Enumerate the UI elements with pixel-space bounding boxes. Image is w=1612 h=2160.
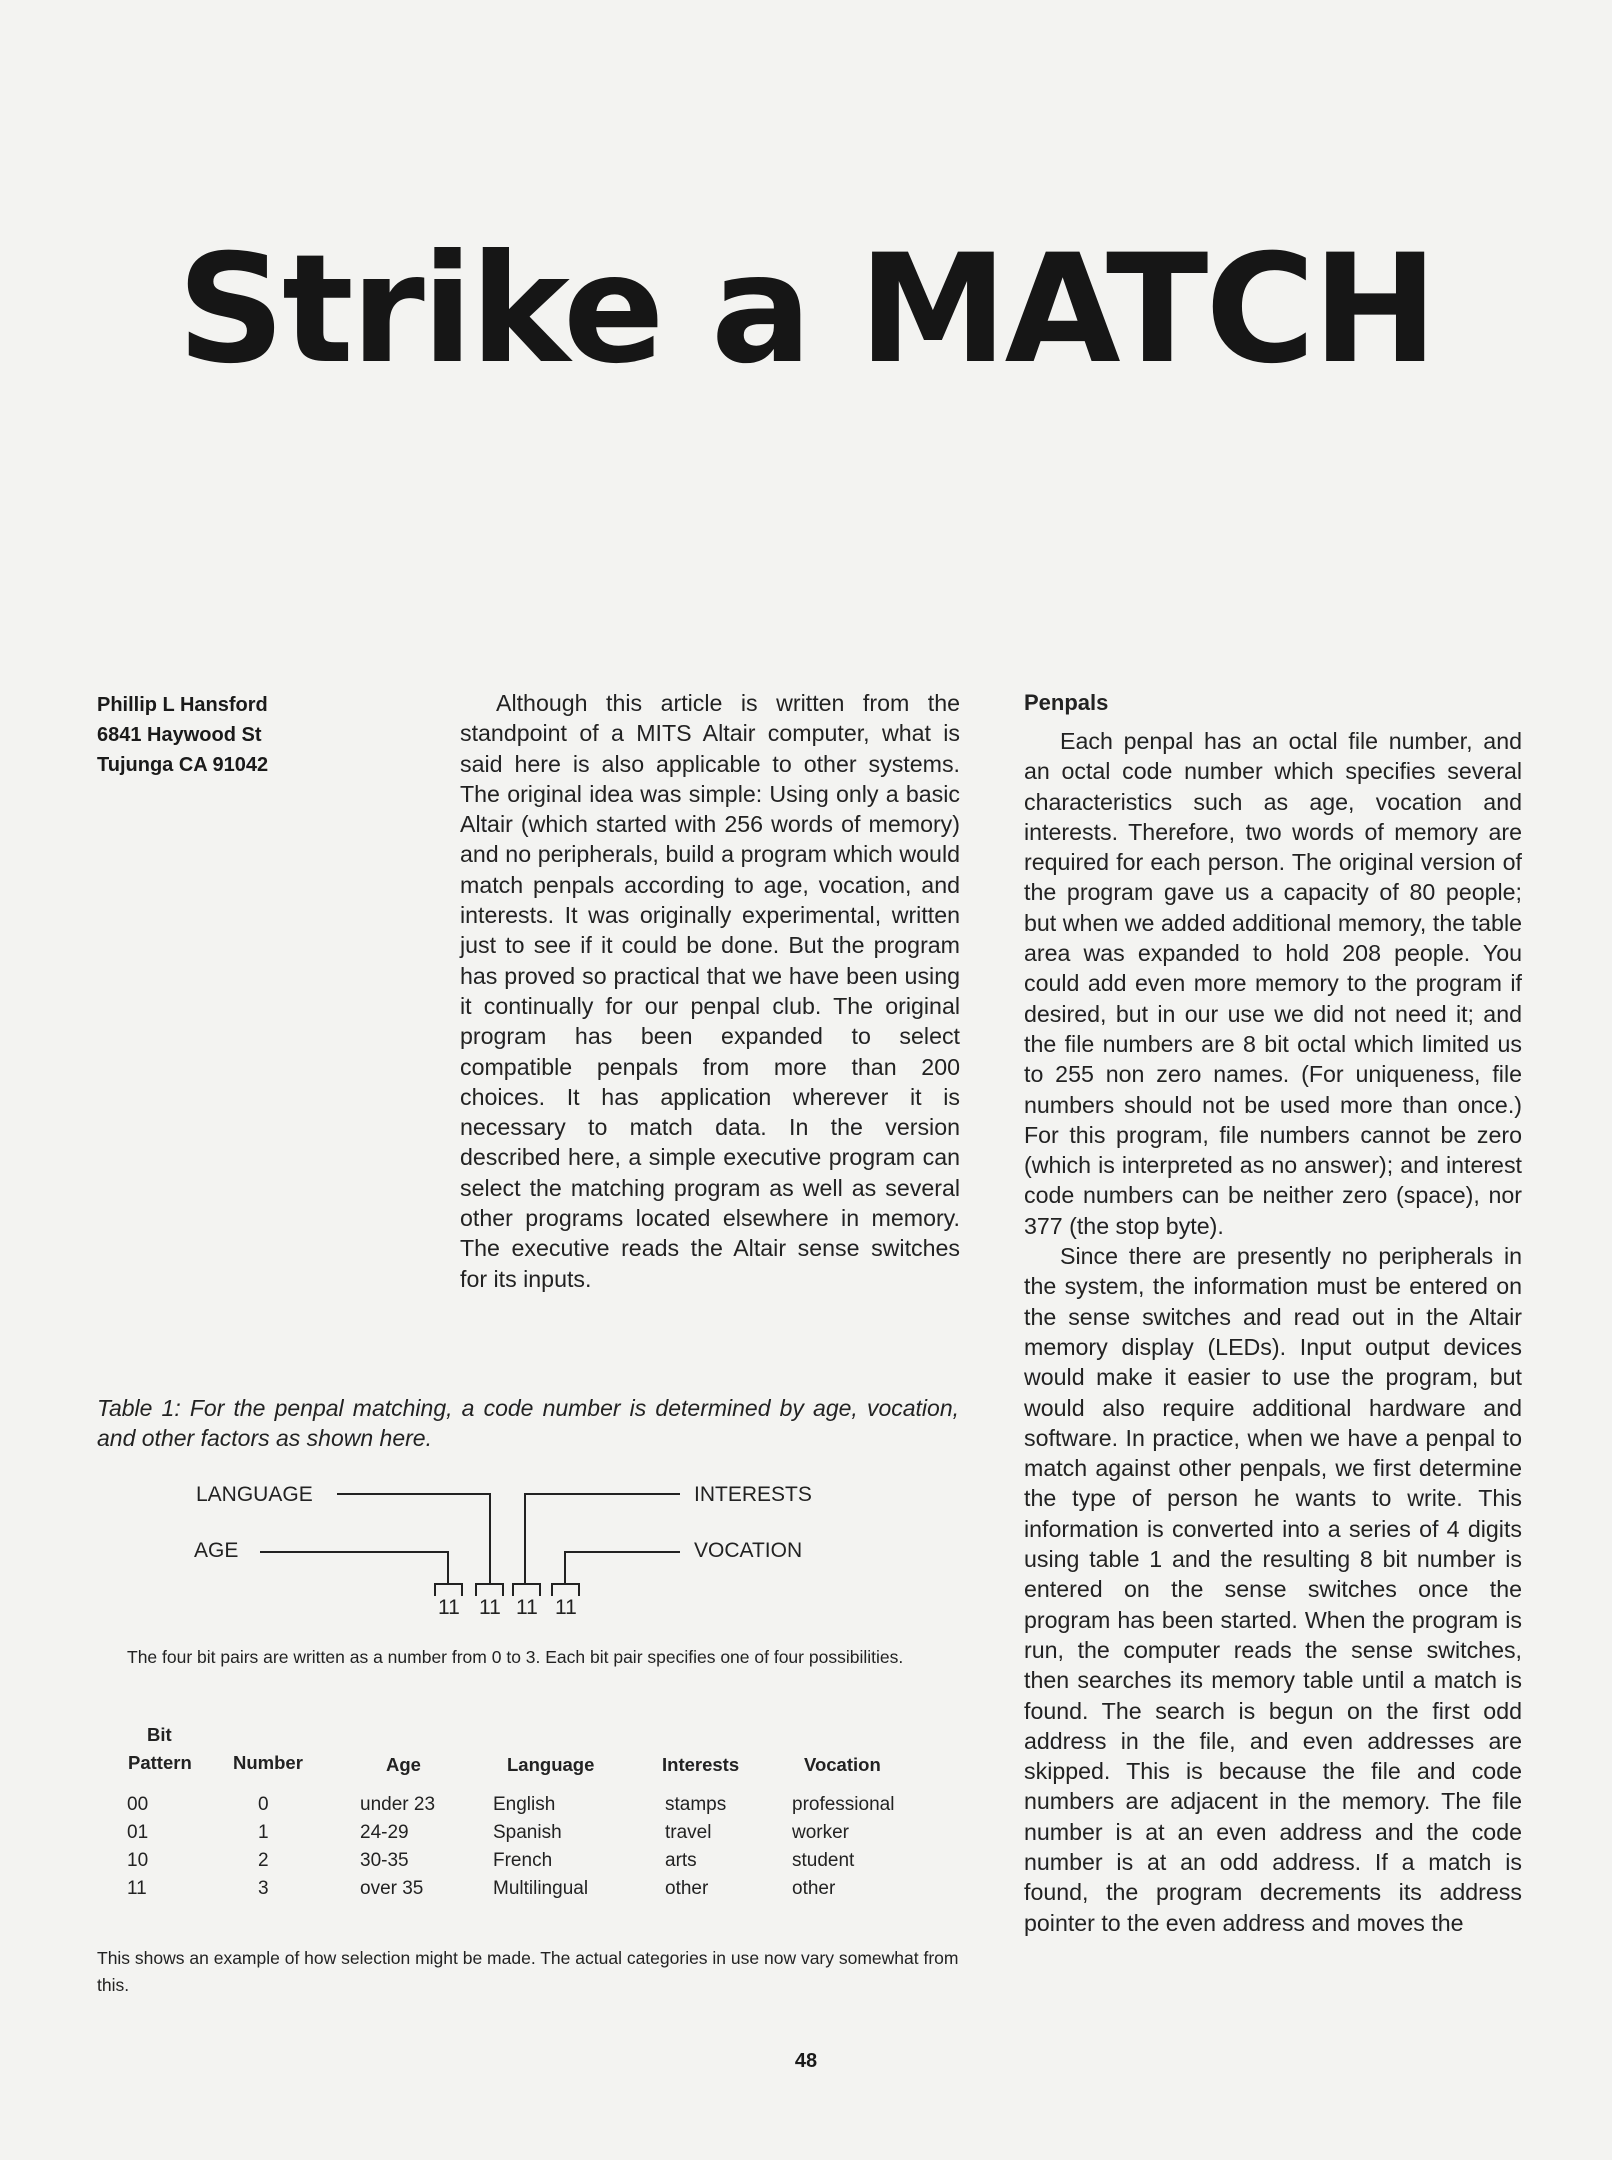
cell-vocation: other — [792, 1878, 836, 1899]
intro-paragraph: Although this article is written from the standpoint of a MITS Altair computer, what is said here is also applicable to other systems. The original idea was simple: Using only a basic Altair (which started with 256 words of memory) and no peripherals, build a program which would match penpals according to age, vocation, and interests. It was originally experimental, written just to see if it could be done. But the program has proved so practical that we have been using it continually for our penpal club. The original program has been expanded to select compatible penpals from more than 200 choices. It has application wherever it is necessary to match data. In the version described here, a simple executive program can select the matching program as well as several other programs located elsewhere in memory. The executive reads the Altair sense switches for its inputs. — [460, 690, 960, 1292]
table-row — [120, 1794, 950, 1822]
header-pattern: Pattern — [128, 1752, 192, 1773]
table-row — [120, 1822, 950, 1850]
cell-interests: travel — [665, 1822, 712, 1843]
cell-interests: stamps — [665, 1794, 727, 1815]
cell-language: French — [493, 1850, 553, 1871]
bit-pair-3: 11 — [516, 1596, 538, 1618]
bit-pair-4: 11 — [555, 1596, 577, 1618]
page-number: 48 — [794, 2050, 818, 2072]
cell-interests: arts — [665, 1850, 697, 1871]
cell-vocation: professional — [792, 1794, 895, 1815]
penpals-column — [1024, 688, 1522, 1938]
code-table-header — [120, 1724, 950, 1794]
bit-bracket-4 — [552, 1584, 579, 1596]
interests-connector — [525, 1494, 680, 1584]
bit-pair-1: 11 — [438, 1596, 460, 1618]
cell-number: 1 — [258, 1822, 269, 1843]
language-connector — [337, 1494, 490, 1584]
table-note-top: The four bit pairs are written as a number from 0 to 3. Each bit pair specifies one of four possibilities. — [127, 1647, 904, 1667]
vocation-connector — [565, 1552, 680, 1584]
author-street: 6841 Haywood St — [97, 724, 262, 746]
diagram-label-language: LANGUAGE — [196, 1483, 313, 1506]
cell-age: over 35 — [360, 1878, 424, 1899]
cell-language: English — [493, 1794, 556, 1815]
cell-age: 30-35 — [360, 1850, 409, 1871]
header-language: Language — [507, 1754, 595, 1775]
cell-number: 3 — [258, 1878, 269, 1899]
cell-vocation: worker — [792, 1822, 850, 1843]
cell-age: 24-29 — [360, 1822, 409, 1843]
penpals-paragraph-2: Since there are presently no peripherals in the system, the information must be entered on the sense switches and read out in the Altair memory display (LEDs). Input output devices would make it easier to use the program, but would also require additional hardware and software. In practice, when we have a penpal to match against other penpals, we first determine the type of person he wants to write. This information is converted into a series of 4 digits using table 1 and the resulting 8 bit number is entered on the sense switches once the program has been started. When the program is run, the computer reads the sense switches, then searches its memory table until a match is found. The search is begun on the first odd address in the file, and even addresses are skipped. This is because the file and code numbers are adjacent in the memory. The file number is at an even address and the code number is at an odd address. If a match is found, the program decrements its address pointer to the even address and moves the — [1024, 1243, 1522, 1936]
penpals-heading: Penpals — [1024, 690, 1109, 715]
diagram-label-vocation: VOCATION — [694, 1539, 803, 1562]
cell-pattern: 01 — [127, 1822, 149, 1843]
intro-column — [460, 688, 960, 1294]
header-age: Age — [386, 1754, 421, 1775]
table-note-bottom: This shows an example of how selection might be made. The actual categories in use now vary somewhat from this. — [97, 1948, 959, 1995]
cell-pattern: 11 — [127, 1878, 147, 1899]
cell-number: 2 — [258, 1850, 269, 1871]
header-vocation: Vocation — [804, 1754, 881, 1775]
cell-age: under 23 — [360, 1794, 436, 1815]
cell-vocation: student — [792, 1850, 855, 1871]
cell-pattern: 00 — [127, 1794, 149, 1815]
bit-pair-diagram-svg — [180, 1468, 830, 1618]
table-caption: Table 1: For the penpal matching, a code number is determined by age, vocation, and other factors as shown here. — [97, 1395, 959, 1451]
code-table — [120, 1724, 950, 1906]
header-number: Number — [233, 1752, 303, 1773]
table-row — [120, 1878, 950, 1906]
author-name: Phillip L Hansford — [97, 694, 268, 716]
author-city: Tujunga CA 91042 — [97, 754, 269, 776]
penpals-paragraph-1: Each penpal has an octal file number, and an octal code number which specifies several characteristics such as age, vocation and interests. Therefore, two words of memory are required for each person. The original version of the program gave us a capacity of 80 people; but when we added additional memory, the table area was expanded to hold 208 people. You could add even more memory to the program if desired, but in our use we did not need it; and the file numbers are 8 bit octal which limited us to 255 non zero names. (For uniqueness, file numbers should not be used more than once.) For this program, file numbers cannot be zero (which is interpreted as no answer); and interest code numbers can be neither zero (space), nor 377 (the stop byte). — [1024, 728, 1522, 1239]
diagram-label-age: AGE — [194, 1539, 239, 1562]
bit-pair-diagram — [180, 1468, 830, 1618]
age-connector — [260, 1552, 448, 1584]
bit-bracket-3 — [513, 1584, 540, 1596]
author-block — [97, 690, 268, 780]
cell-number: 0 — [258, 1794, 269, 1815]
cell-language: Spanish — [493, 1822, 562, 1843]
table-row — [120, 1850, 950, 1878]
cell-interests: other — [665, 1878, 709, 1899]
header-bit: Bit — [147, 1724, 172, 1745]
bit-bracket-1 — [435, 1584, 462, 1596]
bit-bracket-2 — [476, 1584, 503, 1596]
cell-language: Multilingual — [493, 1878, 589, 1899]
cell-pattern: 10 — [127, 1850, 149, 1871]
article-title: Strike a MATCH — [177, 223, 1435, 397]
header-interests: Interests — [662, 1754, 740, 1775]
bit-pair-2: 11 — [479, 1596, 501, 1618]
diagram-label-interests: INTERESTS — [694, 1483, 812, 1506]
